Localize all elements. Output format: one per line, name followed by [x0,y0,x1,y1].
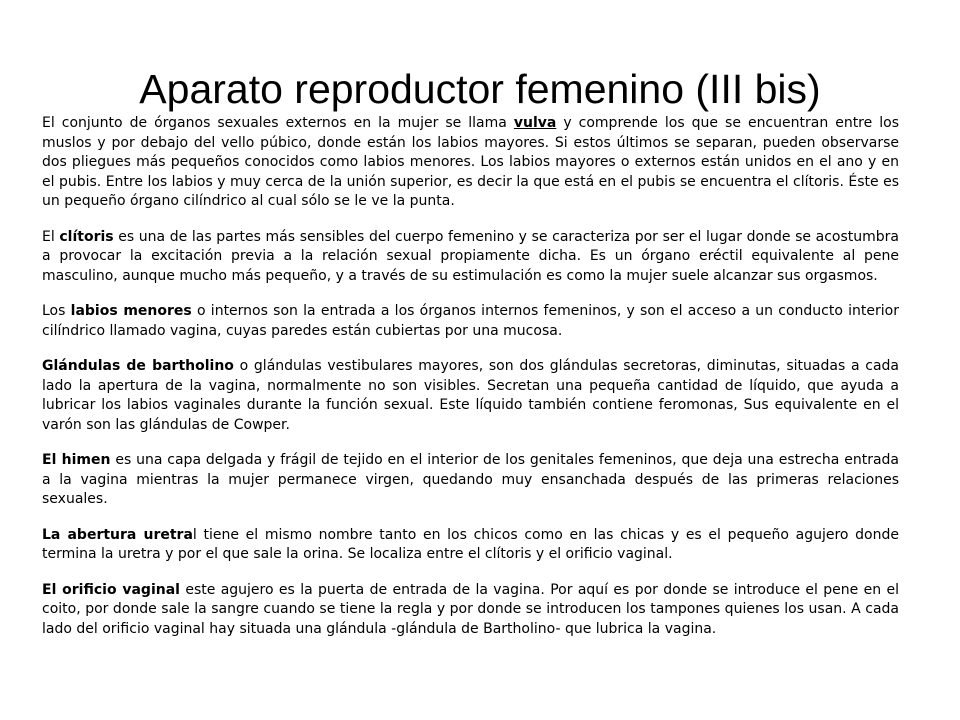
slide-title: Aparato reproductor femenino (III bis) [139,66,821,113]
term-vulva: vulva [513,115,557,131]
paragraph-abertura-uretral [42,526,899,565]
slide-body [42,114,899,655]
term-orificio-vaginal: El orificio vaginal [42,581,180,598]
paragraph-himen [42,451,899,510]
paragraph-orificio-vaginal [42,581,899,640]
paragraph-clitoris [42,228,899,287]
term-glandulas-bartholino: Glándulas de bartholino [42,358,234,374]
paragraph-text: este agujero es la puerta de entrada de la vagina. Por aquí es por donde se introduce el pene en el coito, por donde sale la sangre cuando se tiene la regla y por donde se introducen los tampones quienes los usan. A cada lado del orificio vaginal hay situada una glándula -glándula de Bartholino- que lubrica la vagina. [42,581,899,637]
paragraph-text: Los [42,303,71,319]
term-abertura-uretral: La abertura uretra [42,526,193,543]
paragraph-text: El conjunto de órganos sexuales externos en la mujer se llama [42,115,514,131]
term-himen: El himen [42,452,111,468]
term-clitoris: clítoris [59,228,114,245]
paragraph-text: El [42,228,60,245]
term-labios-menores: labios menores [70,303,192,319]
paragraph-vulva [42,114,899,212]
paragraph-text: l tiene el mismo nombre tanto en los chicos como en las chicas y es el pequeño agujero donde termina la uretra y por el que sale la orina. Se localiza entre el clítoris y el orificio vaginal. [42,526,899,562]
paragraph-labios-menores [42,302,899,341]
paragraph-text: es una capa delgada y frágil de tejido en el interior de los genitales femeninos, que deja una estrecha entrada a la vagina mientras la mujer permanece virgen, quedando muy ensanchada después de las primeras relaciones sexuales. [42,452,899,507]
paragraph-text: o internos son la entrada a los órganos internos femeninos, y son el acceso a un conducto interior cilíndrico llamado vagina, cuyas paredes están cubiertas por una mucosa. [42,303,899,339]
paragraph-glandulas [42,357,899,435]
paragraph-text: o glándulas vestibulares mayores, son dos glándulas secretoras, diminutas, situadas a cada lado la apertura de la vagina, normalmente no son visibles. Secretan una pequeña cantidad de líquido, que ayuda a lubricar los labios vaginales durante la función sexual. Este líquido también contiene feromonas, Sus equivalente en el varón son las glándulas de Cowper. [42,358,899,433]
paragraph-text: es una de las partes más sensibles del cuerpo femenino y se caracteriza por ser el lugar donde se acostumbra a provocar la excitación previa a la relación sexual propiamente dicha. Es un órgano eréctil equivalente al pene masculino, aunque mucho más pequeño, y a través de su estimulación es como la mujer suele alcanzar sus orgasmos. [42,228,899,284]
paragraph-text: y comprende los que se encuentran entre los muslos y por debajo del vello púbico, donde están los labios mayores. Si estos últimos se separan, pueden observarse dos pliegues más pequeños conocidos como labios menores. Los labios mayores o externos están unidos en el ano y en el pubis. Entre los labios y muy cerca de la unión superior, es decir la que está en el pubis se encuentra el clítoris. Éste es un pequeño órgano cilíndrico al cual sólo se le ve la punta. [42,115,900,209]
